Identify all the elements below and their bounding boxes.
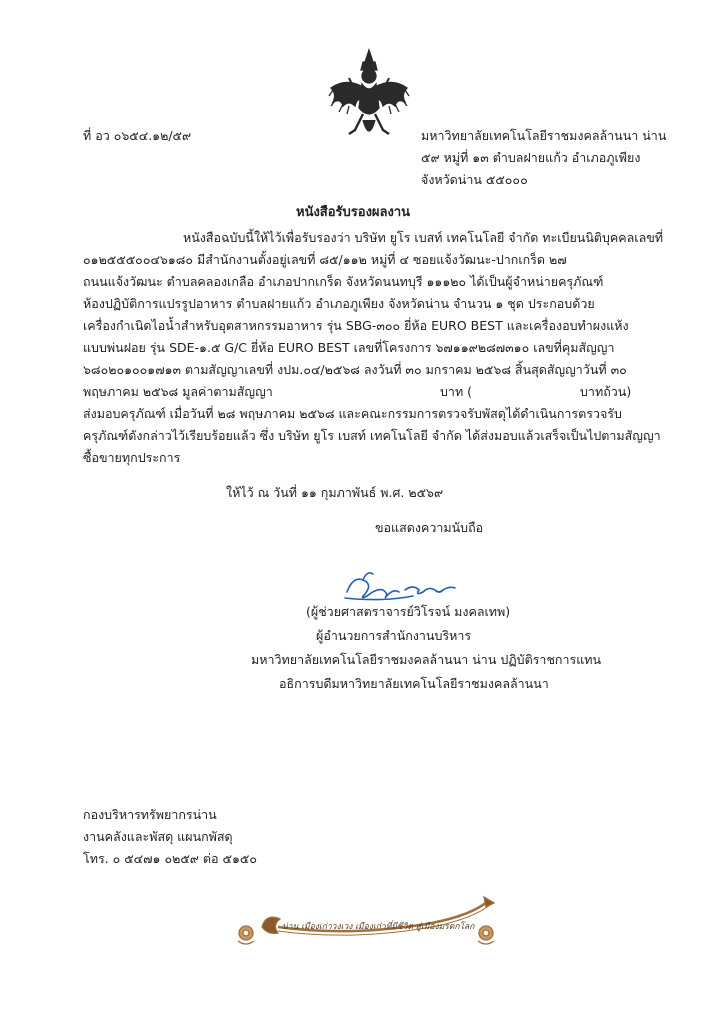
body-line-11: ซื้อขายทุกประการ — [83, 450, 181, 465]
address-line-2: ๕๙ หมู่ที่ ๑๓ ตำบลฝายแก้ว อำเภอภูเพียง — [421, 150, 641, 165]
amount-words-close: บาทถ้วน) — [580, 384, 632, 399]
body-line-9: ส่งมอบครุภัณฑ์ เมื่อวันที่ ๒๘ พฤษภาคม ๒๕๖๘ และคณะกรรมการตรวจรับพัสดุได้ดำเนินการตรวจรับ — [83, 406, 622, 421]
body-line-4: ห้องปฏิบัติการแปรรูปอาหาร ตำบลฝายแก้ว อำเภอภูเพียง จังหวัดน่าน จำนวน ๑ ชุด ประกอบด้วย — [83, 296, 595, 311]
contact-phone: โทร. ๐ ๕๔๗๑ ๐๒๕๙ ต่อ ๕๑๕๐ — [83, 851, 257, 866]
document-title: หนังสือรับรองผลงาน — [296, 205, 411, 220]
amount-unit: บาท ( — [440, 384, 473, 399]
body-line-6: แบบพ่นฝอย รุ่น SDE-๑.๕ G/C ยี่ห้อ EURO BEST เลขที่โครงการ ๖๗๑๑๙๒๘๗๓๑๐ เลขที่คุมสัญญา — [83, 340, 615, 355]
signatory-position-3: อธิการบดีมหาวิทยาลัยเทคโนโลยีราชมงคลล้านนา — [279, 676, 549, 691]
body-line-10: ครุภัณฑ์ดังกล่าวไว้เรียบร้อยแล้ว ซึ่ง บริษัท ยูโร เบสท์ เทคโนโลยี จำกัด ได้ส่งมอบแล้วเสร็จเป็นไปตามสัญญา — [83, 428, 661, 443]
body-line-3: ถนนแจ้งวัฒนะ ตำบลคลองเกลือ อำเภอปากเกร็ด จังหวัดนนทบุรี ๑๑๑๒๐ ได้เป็นผู้จำหน่ายครุภัณฑ์ — [83, 274, 604, 289]
body-line-5: เครื่องกำเนิดไอน้ำสำหรับอุตสาหกรรมอาหาร รุ่น SBG-๓๐๐ ยี่ห้อ EURO BEST และเครื่องอบทำผงแห้ง — [83, 318, 629, 333]
given-on-date: ให้ไว้ ณ วันที่ ๑๑ กุมภาพันธ์ พ.ศ. ๒๕๖๙ — [226, 485, 444, 500]
contact-section: งานคลังและพัสดุ แผนกพัสดุ — [83, 829, 233, 844]
body-line-2: ๐๑๒๕๕๕๐๐๔๖๑๘๐ มีสำนักงานตั้งอยู่เลขที่ ๘๕/๑๑๒ หมู่ที่ ๔ ซอยแจ้งวัฒนะ-ปากเกร็ด ๒๗ — [83, 252, 567, 267]
address-line-3: จังหวัดน่าน ๕๕๐๐๐ — [421, 172, 528, 187]
footer-slogan: น่าน เมืองเก่าวงเวง เมืองเก่าที่มีชีวิต สู่เมืองมรดกโลก — [282, 922, 475, 932]
decorative-banner-icon — [232, 893, 502, 957]
signatory-position-2: มหาวิทยาลัยเทคโนโลยีราชมงคลล้านนา น่าน ปฏิบัติราชการแทน — [251, 652, 602, 667]
garuda-emblem-icon — [327, 48, 411, 148]
reference-number: ที่ อว ๐๖๕๔.๑๒/๕๙ — [83, 128, 192, 143]
address-line-1: มหาวิทยาลัยเทคโนโลยีราชมงคลล้านนา น่าน — [421, 128, 667, 143]
body-line-1: หนังสือฉบับนี้ให้ไว้เพื่อรับรองว่า บริษัท ยูโร เบสท์ เทคโนโลยี จำกัด ทะเบียนนิติบุคคลเลขที่ — [183, 230, 664, 245]
body-line-8: พฤษภาคม ๒๕๖๘ มูลค่าตามสัญญา — [83, 384, 273, 399]
signatory-position-1: ผู้อำนวยการสำนักงานบริหาร — [316, 628, 472, 643]
closing-phrase: ขอแสดงความนับถือ — [375, 520, 484, 535]
body-line-7: ๖๘๐๒๐๑๐๐๑๗๑๓ ตามสัญญาเลขที่ งปม.๐๔/๒๕๖๘ ลงวันที่ ๓๐ มกราคม ๒๕๖๘ สิ้นสุดสัญญาวันที่ ๓๐ — [83, 362, 627, 377]
signatory-name: (ผู้ช่วยศาสตราจารย์วิโรจน์ มงคลเทพ) — [306, 604, 511, 619]
contact-office: กองบริหารทรัพยากรน่าน — [83, 807, 217, 822]
